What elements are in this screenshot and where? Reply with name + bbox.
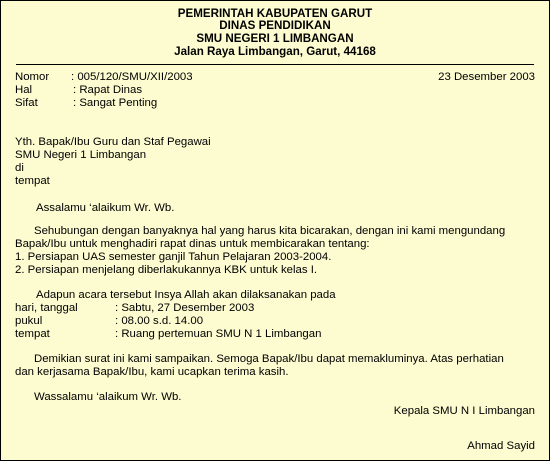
letter-date: 23 Desember 2003 — [438, 71, 535, 83]
letterhead-divider — [16, 64, 534, 65]
hal-value: : Rapat Dinas — [73, 84, 143, 96]
greeting: Assalamu ‘alaikum Wr. Wb. — [36, 202, 175, 214]
body-line-2: Bapak/Ibu untuk menghadiri rapat dinas untuk membicarakan tentang: — [15, 238, 370, 250]
agenda-item-2: 2. Persiapan menjelang diberlakukannya KBK untuk kelas I. — [15, 264, 318, 276]
schedule-intro: Adapun acara tersebut Insya Allah akan dilaksanakan pada — [36, 289, 336, 301]
addressee-line-2: SMU Negeri 1 Limbangan — [15, 149, 147, 161]
addressee-line-4: tempat — [15, 175, 50, 187]
sifat-value: : Sangat Penting — [73, 97, 158, 109]
letterhead-line-3: SMU NEGERI 1 LIMBANGAN — [196, 32, 354, 45]
schedule-day-value: : Sabtu, 27 Desember 2003 — [115, 302, 255, 314]
schedule-time-value: : 08.00 s.d. 14.00 — [115, 315, 204, 327]
addressee-line-1: Yth. Bapak/Ibu Guru dan Staf Pegawai — [15, 136, 211, 148]
body-line-1: Sehubungan dengan banyaknya hal yang harus kita bicarakan, dengan ini kami mengundang — [34, 225, 506, 237]
agenda-item-1: 1. Persiapan UAS semester ganjil Tahun Pelajaran 2003-2004. — [15, 251, 332, 263]
letterhead-line-2: DINAS PENDIDIKAN — [219, 19, 331, 32]
nomor-label: Nomor — [15, 71, 50, 83]
letterhead-line-1: PEMERINTAH KABUPATEN GARUT — [177, 7, 373, 20]
closing-line-2: dan kerjasama Bapak/Ibu, kami ucapkan terima kasih. — [15, 366, 289, 378]
signature-title: Kepala SMU N I Limbangan — [393, 405, 535, 417]
nomor-value: : 005/120/SMU/XII/2003 — [71, 71, 193, 83]
schedule-place-value: : Ruang pertemuan SMU N 1 Limbangan — [115, 328, 322, 340]
sifat-label: Sifat — [15, 97, 38, 109]
schedule-place-label: tempat — [15, 328, 50, 340]
schedule-time-label: pukul — [15, 315, 43, 327]
hal-label: Hal — [15, 84, 33, 96]
addressee-line-3: di — [15, 162, 24, 174]
farewell: Wassalamu ‘alaikum Wr. Wb. — [34, 391, 182, 403]
signature-name: Ahmad Sayid — [467, 440, 535, 452]
schedule-day-label: hari, tanggal — [15, 302, 78, 314]
closing-line-1: Demikian surat ini kami sampaikan. Semoga Bapak/Ibu dapat memakluminya. Atas perhatian — [34, 353, 504, 365]
letterhead-line-4: Jalan Raya Limbangan, Garut, 44168 — [174, 45, 376, 58]
